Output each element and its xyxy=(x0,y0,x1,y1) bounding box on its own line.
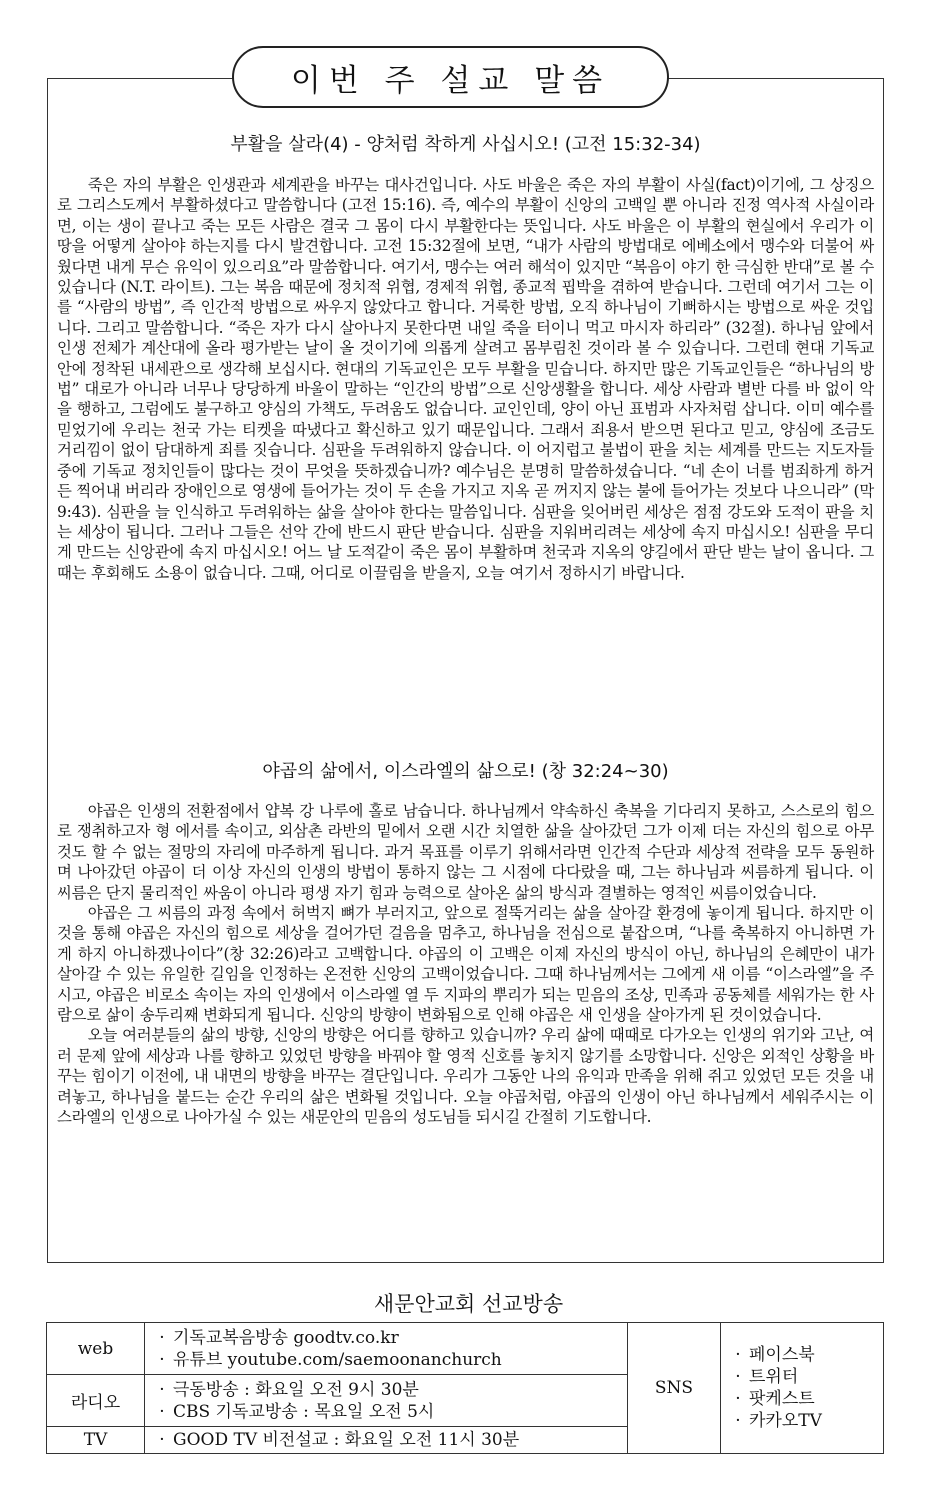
radio-item: · 극동방송 : 화요일 오전 9시 30분 xyxy=(151,1379,621,1401)
sermon2-paragraph: 야곱은 인생의 전환점에서 얍복 강 나루에 홀로 남습니다. 하나님께서 약속하신 축복을 기다리지 못하고, 스스로의 힘으로 쟁취하고자 형 에서를 속이고, 외삼촌 라반의 밑에서 오랜 시간 치열한 삶을 살아갔던 그가 이제 더는 자신의 힘으로 아무것도 할 수 없는 절망의 자리에 마주하게 됩니다. 과거 목표를 이루기 위해서라면 인간적 수단과 세상적 전략을 모두 동원하며 나아갔던 야곱이 더 이상 자신의 인생의 방법이 통하지 않는 그 시점에 다다랐을 때, 그는 하나님과 씨름하게 됩니다. 이 씨름은 단지 물리적인 싸움이 아니라 평생 자기 힘과 능력으로 살아온 삶의 방식과 결별하는 영적인 씨름이었습니다. xyxy=(57,802,874,902)
sns-item[interactable]: · 페이스북 xyxy=(727,1344,877,1366)
web-item[interactable]: · 기독교복음방송 goodtv.co.kr xyxy=(151,1327,621,1349)
sermon2-paragraph: 야곱은 그 씨름의 과정 속에서 허벅지 뼈가 부러지고, 앞으로 절뚝거리는 삶을 살아갈 환경에 놓이게 됩니다. 하지만 이것을 통해 야곱은 자신의 힘으로 세상을 걸어가던 걸음을 멈추고, 하나님을 전심으로 붙잡으며, “나를 축복하지 아니하면 가게 하지 아니하겠나이다”(창 32:26)라고 고백합니다. 야곱의 이 고백은 이제 자신의 방식이 아닌, 하나님의 은혜만이 내가 살아갈 수 있는 유일한 길임을 인정하는 온전한 신앙의 고백이었습니다. 그때 하나님께서는 그에게 새 이름 “이스라엘”을 주시고, 야곱은 비로소 속이는 자의 인생에서 이스라엘 열 두 지파의 뿌리가 되는 믿음의 조상, 민족과 공동체를 세워가는 한 사람으로 삶이 송두리째 변화되게 됩니다. 신앙의 방향이 변화됨으로 인해 야곱은 새 인생을 살아가게 된 것이었습니다. xyxy=(57,904,874,1025)
sns-items xyxy=(721,1323,884,1454)
tv-items xyxy=(145,1427,628,1454)
broadcast-title: 새문안교회 선교방송 xyxy=(373,1292,564,1316)
row-label-radio: 라디오 xyxy=(47,1375,145,1427)
radio-items xyxy=(145,1375,628,1427)
table-row xyxy=(47,1323,884,1375)
tv-item: · GOOD TV 비전설교 : 화요일 오전 11시 30분 xyxy=(151,1429,621,1451)
page-title: 이번 주 설교 말씀 xyxy=(232,46,669,108)
web-items xyxy=(145,1323,628,1375)
row-label-tv: TV xyxy=(47,1427,145,1454)
sns-item[interactable]: · 트위터 xyxy=(727,1366,877,1388)
sns-item[interactable]: · 팟케스트 xyxy=(727,1388,877,1410)
broadcast-table xyxy=(46,1322,884,1454)
sermon2-body xyxy=(57,801,874,1128)
row-label-web: web xyxy=(47,1323,145,1375)
sns-label: SNS xyxy=(628,1323,721,1454)
sermon1-body xyxy=(57,175,874,583)
radio-item: · CBS 기독교방송 : 목요일 오전 5시 xyxy=(151,1401,621,1423)
sermon1-title: 부활을 살라(4) - 양처럼 착하게 사십시오! (고전 15:32-34) xyxy=(230,134,701,155)
sermon2-title: 야곱의 삶에서, 이스라엘의 삶으로! (창 32:24~30) xyxy=(262,761,669,782)
sns-item[interactable]: · 카카오TV xyxy=(727,1410,877,1432)
web-item[interactable]: · 유튜브 youtube.com/saemoonanchurch xyxy=(151,1349,621,1371)
sermon2-paragraph: 오늘 여러분들의 삶의 방향, 신앙의 방향은 어디를 향하고 있습니까? 우리 삶에 때때로 다가오는 인생의 위기와 고난, 여러 문제 앞에 세상과 나를 향하고 있었던 방향을 바꿔야 할 영적 신호를 놓치지 않기를 소망합니다. 신앙은 외적인 상황을 바꾸는 힘이기 이전에, 내 내면의 방향을 바꾸는 결단입니다. 우리가 그동안 나의 유익과 만족을 위해 쥐고 있었던 모든 것을 내려놓고, 하나님을 붙드는 순간 우리의 삶은 변화될 것입니다. 오늘 야곱처럼, 야곱의 인생이 아닌 하나님께서 세워주시는 이스라엘의 인생으로 나아가실 수 있는 새문안의 믿음의 성도님들 되시길 간절히 기도합니다. xyxy=(57,1026,874,1127)
sermon1-paragraph: 죽은 자의 부활은 인생관과 세계관을 바꾸는 대사건입니다. 사도 바울은 죽은 자의 부활이 사실(fact)이기에, 그 상징으로 그리스도께서 부활하셨다고 말씀합니다 (고전 15:16). 즉, 예수의 부활이 신앙의 고백일 뿐 아니라 진정 역사적 사실이라면, 이는 생이 끝나고 죽는 모든 사람은 결국 그 몸이 다시 부활한다는 뜻입니다. 사도 바울은 이 부활의 현실에서 우리가 이 땅을 어떻게 살아야 하는지를 다시 발견합니다. 고전 15:32절에 보면, “내가 사람의 방법대로 에베소에서 맹수와 더불어 싸웠다면 내게 무슨 유익이 있으리요”라 말씀합니다. 여기서, 맹수는 여러 해석이 있지만 “복음이 야기 한 극심한 반대”로 볼 수 있습니다 (N.T. 라이트). 그는 복음 때문에 정치적 위협, 경제적 위협, 종교적 핍박을 겪하여 받습니다. 그런데 여기서 그는 이를 “사람의 방법”, 즉 인간적 방법으로 싸우지 않았다고 합니다. 거룩한 방법, 오직 하나님이 기뻐하시는 방법으로 싸운 것입니다. 그리고 말씀합니다. “죽은 자가 다시 살아나지 못한다면 내일 죽을 터이니 먹고 마시자 하리라” (32절). 하나님 앞에서 인생 전체가 계산대에 올라 평가받는 날이 올 것이기에 의롭게 살려고 몸부림친 것이라 볼 수 있습니다. 그런데 현대 기독교 안에 정착된 내세관으로 생각해 보십시다. 현대의 기독교인은 모두 부활을 믿습니다. 하지만 많은 기독교인들은 “하나님의 방법” 대로가 아니라 너무나 당당하게 바울이 말하는 “인간의 방법”으로 신앙생활을 합니다. 세상 사람과 별반 다를 바 없이 악을 행하고, 그럼에도 불구하고 양심의 가책도, 두려움도 없습니다. 교인인데, 양이 아닌 표범과 사자처럼 삽니다. 이미 예수를 믿었기에 우리는 천국 가는 티켓을 따냈다고 확신하고 있기 때문입니다. 그래서 죄용서 받으면 된다고 믿고, 양심에 조금도 거리낌이 없이 담대하게 죄를 짓습니다. 심판을 두려워하지 않습니다. 이 어지럽고 불법이 판을 치는 세계를 만드는 지도자들 중에 기독교 정치인들이 많다는 것이 무엇을 뜻하겠습니까? 예수님은 분명히 말씀하셨습니다. “네 손이 너를 범죄하게 하거든 찍어내 버리라 장애인으로 영생에 들어가는 것이 두 손을 가지고 지옥 곧 꺼지지 않는 불에 들어가는 것보다 나으니라” (막 9:43). 심판을 늘 인식하고 두려워하는 삶을 살아야 한다는 말씀입니다. 심판을 잊어버린 세상은 점점 강도와 도적이 판을 치는 세상이 됩니다. 그러나 그들은 선악 간에 반드시 판단 받습니다. 심판을 지워버리려는 세상에 속지 마십시오! 심판을 무디게 만드는 신앙관에 속지 마십시오! 어느 날 도적같이 죽은 몸이 부활하며 천국과 지옥의 양길에서 판단 받는 날이 옵니다. 그때는 후회해도 소용이 없습니다. 그때, 어디로 이끌림을 받을지, 오늘 여기서 정하시기 바랍니다. xyxy=(57,176,874,582)
